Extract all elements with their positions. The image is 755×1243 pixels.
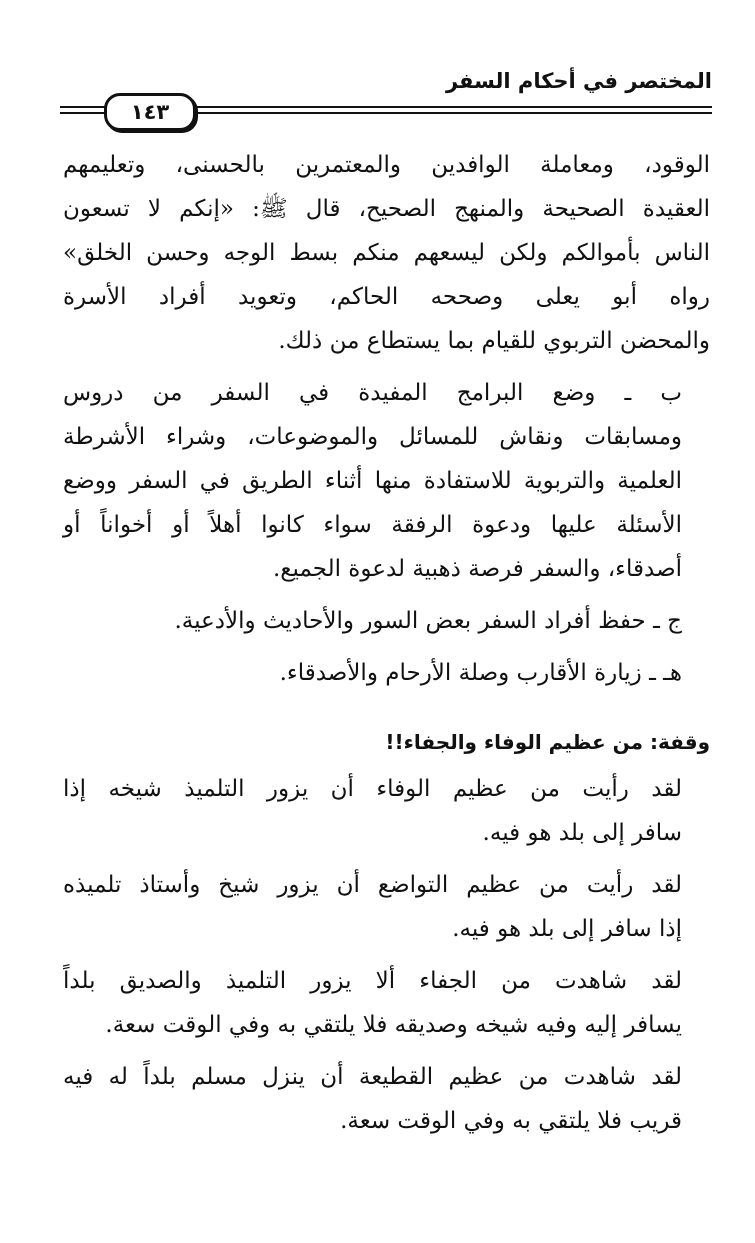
section-paragraph <box>63 1055 710 1143</box>
text-line: أصدقاء، والسفر فرصة ذهبية لدعوة الجميع. <box>272 556 682 582</box>
text-line: الناس بأموالكم ولكن ليسعهم منكم بسط الوجه وحسن الخلق» <box>63 240 710 266</box>
text-line: يسافر إليه وفيه شيخه وصديقه فلا يلتقي به وفي الوقت سعة. <box>105 1012 682 1038</box>
text-line: لقد رأيت من عظيم الوفاء أن يزور التلميذ شيخه إذا <box>63 776 682 802</box>
text-line: سافر إلى بلد هو فيه. <box>482 820 682 846</box>
section-paragraph <box>63 767 710 855</box>
text-line: رواه أبو يعلى وصححه الحاكم، وتعويد أفراد الأسرة <box>63 284 710 310</box>
text-line: والمحضن التربوي للقيام بما يستطاع من ذلك. <box>278 328 710 354</box>
section-heading: وقفة: من عظيم الوفاء والجفاء!! <box>385 730 710 754</box>
page-header <box>60 66 712 130</box>
section-paragraph <box>63 863 710 951</box>
text-line: لقد شاهدت من الجفاء ألا يزور التلميذ والصديق بلداً <box>63 968 682 994</box>
list-item-j <box>63 599 710 643</box>
text-line: هـ ـ زيارة الأقارب وصلة الأرحام والأصدقاء. <box>279 660 682 686</box>
text-line: إذا سافر إلى بلد هو فيه. <box>452 916 682 942</box>
text-line: العقيدة الصحيحة والمنهج الصحيح، قال ﷺ: «إنكم لا تسعون <box>63 196 710 222</box>
text-line: الوقود، ومعاملة الوافدين والمعتمرين بالحسنى، وتعليمهم <box>63 152 710 178</box>
list-item-b <box>63 371 710 591</box>
running-title: المختصر في أحكام السفر <box>445 69 712 93</box>
page-number: ١٤٣ <box>104 93 196 131</box>
text-line: قريب فلا يلتقي به وفي الوقت سعة. <box>340 1108 682 1134</box>
paragraph-continuation <box>63 143 710 363</box>
text-line: لقد شاهدت من عظيم القطيعة أن ينزل مسلم بلداً له فيه <box>63 1064 682 1090</box>
text-line: ومسابقات ونقاش للمسائل والموضوعات، وشراء الأشرطة <box>63 424 682 450</box>
text-line: لقد رأيت من عظيم التواضع أن يزور شيخ وأستاذ تلميذه <box>63 872 682 898</box>
section-paragraph <box>63 959 710 1047</box>
list-item-h <box>63 651 710 695</box>
text-line: العلمية والتربوية للاستفادة منها أثناء الطريق في السفر ووضع <box>63 468 682 494</box>
page-body <box>63 143 710 1151</box>
text-line: ج ـ حفظ أفراد السفر بعض السور والأحاديث والأدعية. <box>174 608 682 634</box>
text-line: الأسئلة عليها ودعوة الرفقة سواء كانوا أهلاً أو أخواناً أو <box>63 512 682 538</box>
text-line: ب ـ وضع البرامج المفيدة في السفر من دروس <box>63 380 682 406</box>
